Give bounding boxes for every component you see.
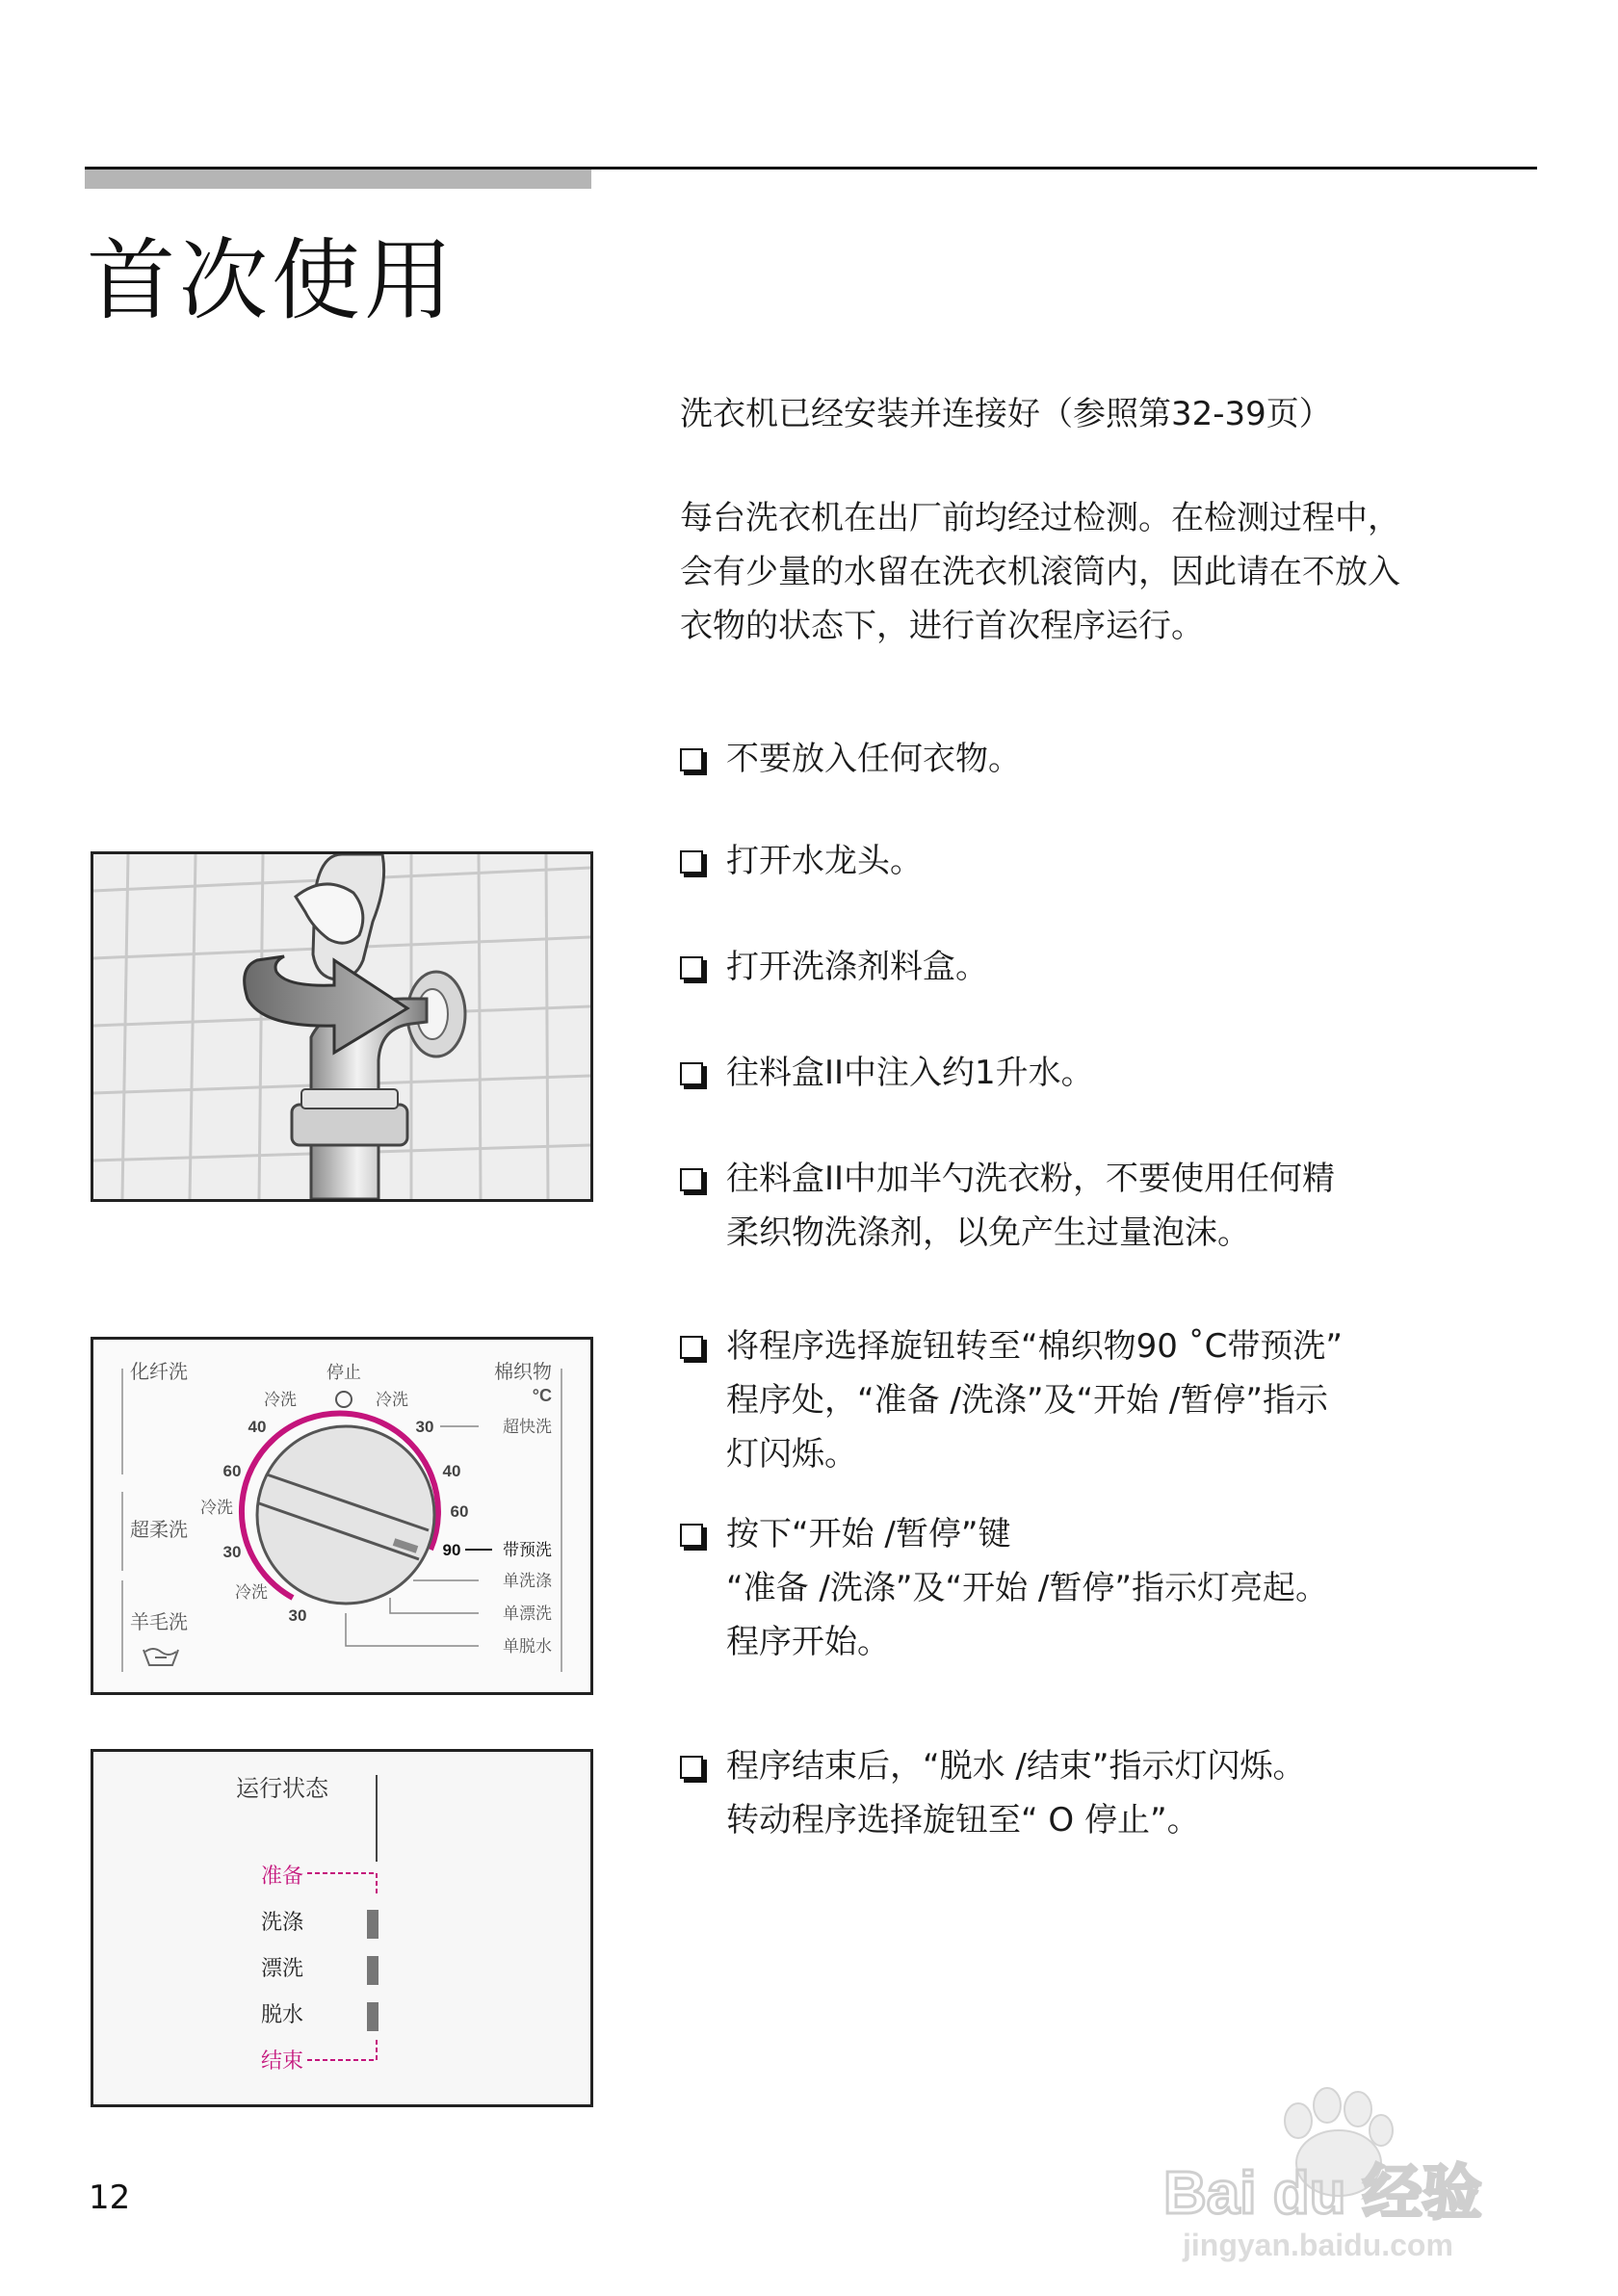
checkbox-icon: [680, 850, 703, 874]
header-rule-accent: [85, 170, 591, 189]
checkbox-icon: [680, 1062, 703, 1085]
step-item: [680, 940, 1547, 994]
step-line: 往料盒II中加半勺洗衣粉，不要使用任何精: [726, 1160, 1336, 1198]
step-line: 将程序选择旋钮转至“棉织物90 ˚C带预洗”: [726, 1327, 1344, 1366]
page-number: 12: [89, 2179, 131, 2217]
program-label: 羊毛洗: [130, 1612, 188, 1633]
step-line: 程序结束后，“脱水 /结束”指示灯闪烁。: [726, 1747, 1306, 1786]
step-line: 打开洗涤剂料盒。: [726, 948, 988, 986]
step-item: [680, 1046, 1547, 1100]
step-line: 程序开始。: [726, 1623, 890, 1661]
temp-value: 30: [415, 1418, 434, 1436]
status-item-end: 结束: [260, 2048, 303, 2073]
option-label: 超快洗: [503, 1418, 552, 1436]
step-line: 打开水龙头。: [726, 842, 923, 880]
option-label: 单洗涤: [503, 1572, 552, 1590]
program-label: 棉织物: [494, 1362, 552, 1383]
status-led: [367, 2002, 378, 2031]
temp-label: 冷洗: [200, 1499, 233, 1517]
status-item-spin: 脱水: [260, 2002, 303, 2026]
step-line: 按下“开始 /暂停”键: [726, 1515, 1011, 1553]
program-label: 超柔洗: [130, 1520, 188, 1541]
checkbox-icon: [680, 748, 703, 771]
page-title: 首次使用: [87, 229, 457, 332]
step-line: 柔织物洗涤剂，以免产生过量泡沫。: [726, 1213, 1250, 1252]
temp-label: 冷洗: [376, 1391, 408, 1409]
status-item-ready: 准备: [260, 1864, 303, 1888]
temp-value: 30: [288, 1606, 307, 1625]
step-line: 转动程序选择旋钮至“ O 停止”。: [726, 1801, 1200, 1839]
checkbox-icon: [680, 1336, 703, 1359]
step-item: [680, 1152, 1547, 1260]
temp-value-selected: 90: [442, 1541, 461, 1559]
watermark-logo: Bai du 经验: [1163, 2160, 1482, 2227]
program-label: 化纤洗: [130, 1362, 188, 1383]
step-line: 灯闪烁。: [726, 1435, 857, 1474]
option-label-selected: 带预洗: [503, 1541, 552, 1559]
status-panel: [93, 1752, 590, 2104]
checkbox-icon: [680, 956, 703, 979]
temp-value: 60: [450, 1502, 469, 1521]
faucet-drawing: [93, 854, 590, 1199]
temp-value: 40: [248, 1418, 267, 1436]
status-item-wash: 洗涤: [260, 1910, 303, 1934]
temp-label: 冷洗: [235, 1583, 268, 1602]
status-panel-title: 运行状态: [236, 1776, 328, 1802]
step-item: [680, 1507, 1547, 1669]
intro-paragraph-2: [680, 491, 1547, 653]
step-item: [680, 1739, 1547, 1847]
temp-value: 30: [222, 1543, 242, 1561]
faucet-illustration: [91, 851, 593, 1202]
status-panel-illustration: [91, 1749, 593, 2107]
program-dial: [93, 1340, 590, 1692]
watermark-url: jingyan.baidu.com: [1183, 2228, 1453, 2262]
temp-value: 40: [442, 1462, 461, 1480]
intro-line: 会有少量的水留在洗衣机滚筒内，因此请在不放入: [680, 553, 1400, 591]
step-line: 往料盒II中注入约1升水。: [726, 1054, 1094, 1092]
checkbox-icon: [680, 1168, 703, 1191]
option-label: 单漂洗: [503, 1605, 552, 1623]
status-led: [367, 1956, 378, 1985]
temp-label: 冷洗: [264, 1391, 297, 1409]
step-item: [680, 834, 1547, 888]
intro-line: 衣物的状态下，进行首次程序运行。: [680, 607, 1204, 645]
status-item-rinse: 漂洗: [260, 1956, 303, 1980]
step-item: [680, 732, 1547, 786]
dial-knob[interactable]: [257, 1426, 434, 1604]
checkbox-icon: [680, 1756, 703, 1779]
stop-label: 停止: [326, 1363, 361, 1382]
baidu-jingyan-watermark: [1154, 2071, 1539, 2263]
step-item: [680, 1319, 1547, 1481]
step-line: 不要放入任何衣物。: [726, 740, 1021, 778]
intro-line: 每台洗衣机在出厂前均经过检测。在检测过程中，: [680, 499, 1400, 537]
program-dial-illustration: [91, 1337, 593, 1695]
unit-label: °C: [532, 1386, 552, 1405]
option-label: 单脱水: [503, 1637, 552, 1656]
status-led: [367, 1910, 378, 1939]
step-line: 程序处，“准备 /洗涤”及“开始 /暂停”指示: [726, 1381, 1328, 1420]
intro-paragraph-1: 洗衣机已经安装并连接好（参照第32-39页）: [680, 395, 1332, 433]
step-line: “准备 /洗涤”及“开始 /暂停”指示灯亮起。: [726, 1569, 1328, 1607]
checkbox-icon: [680, 1524, 703, 1547]
temp-value: 60: [222, 1462, 242, 1480]
